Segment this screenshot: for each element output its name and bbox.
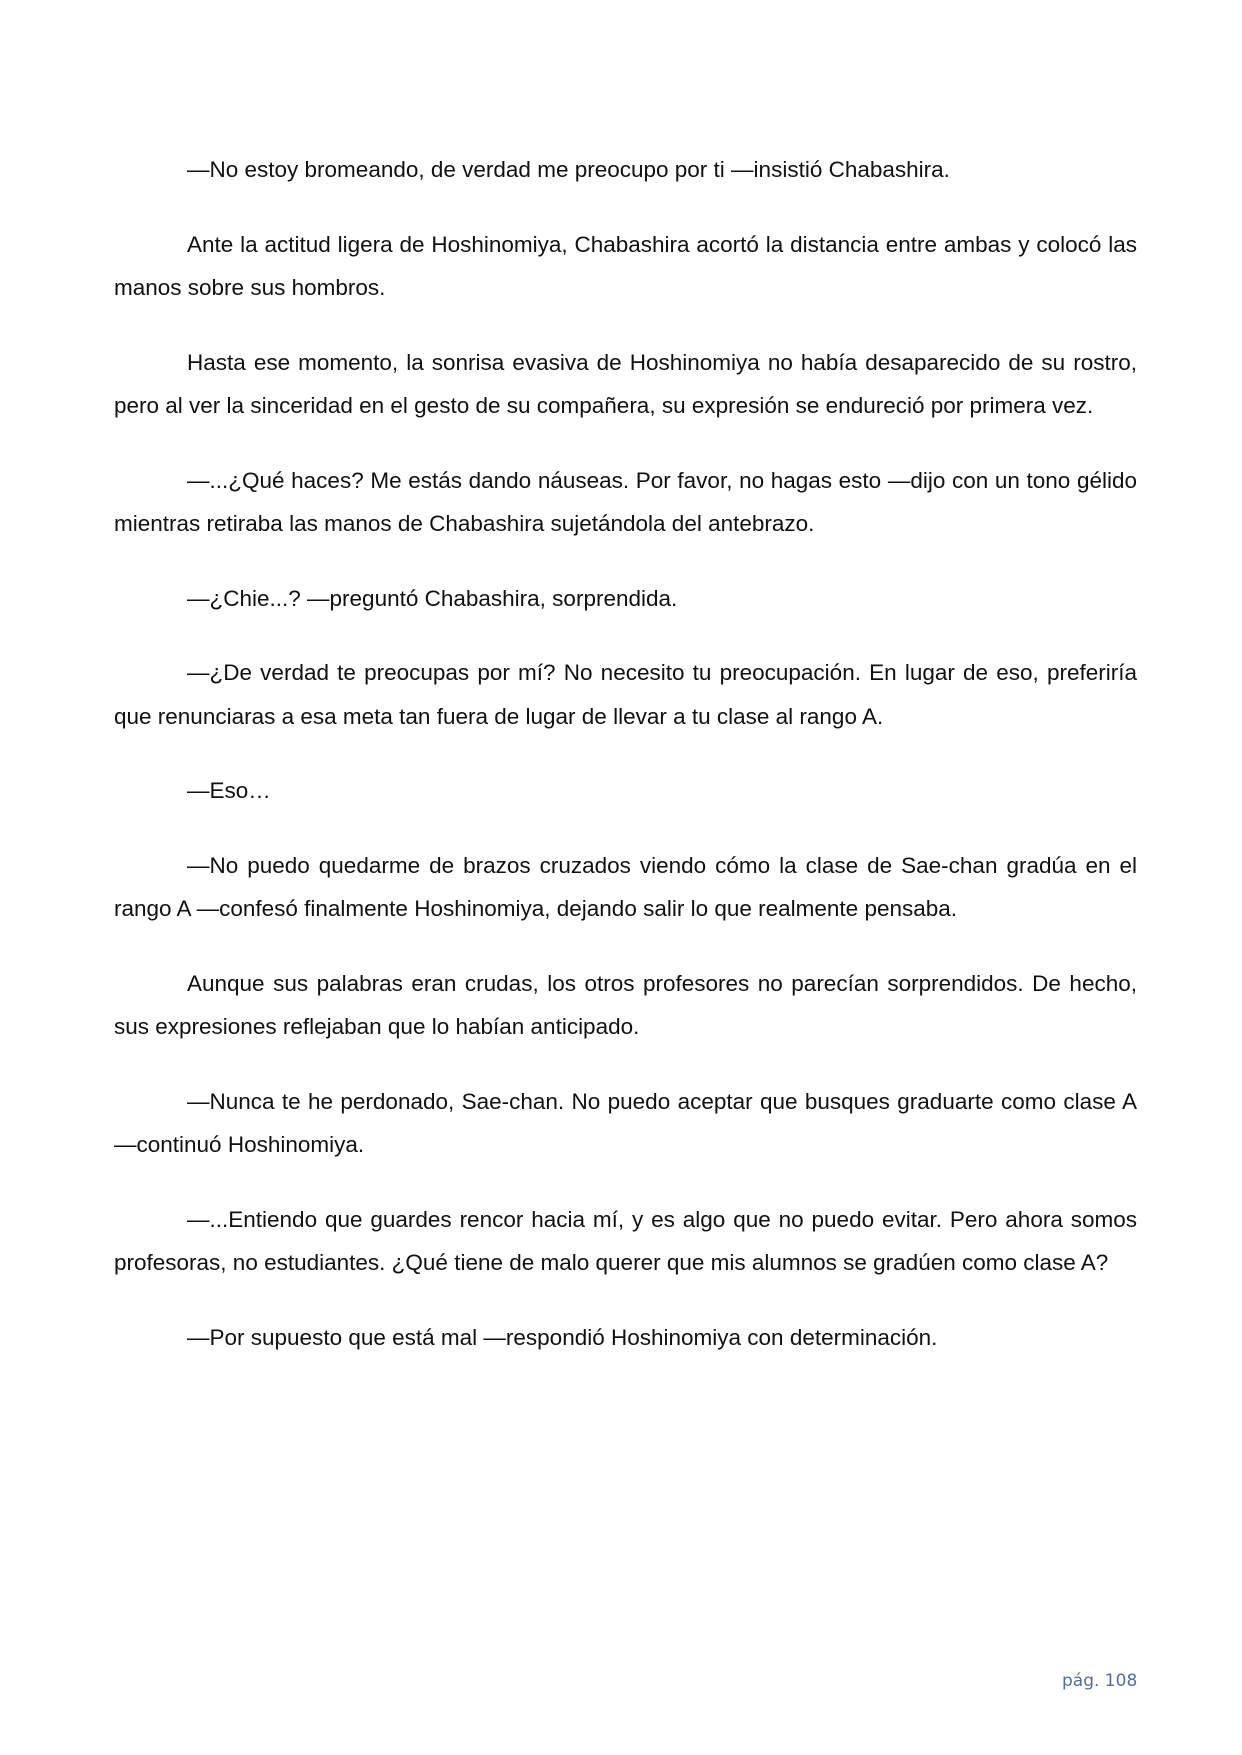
paragraph: —Nunca te he perdonado, Sae-chan. No puedo aceptar que busques graduarte como clase A —continuó Hoshinomiya. (114, 1088, 1137, 1157)
paragraph: —No estoy bromeando, de verdad me preocupo por ti —insistió Chabashira. (187, 157, 950, 182)
paragraph: —Eso… (187, 778, 271, 803)
page-number: pág. 108 (1062, 1671, 1138, 1691)
paragraph: Ante la actitud ligera de Hoshinomiya, Chabashira acortó la distancia entre ambas y colocó las manos sobre sus hombros. (114, 231, 1137, 300)
paragraph: —Por supuesto que está mal —respondió Hoshinomiya con determinación. (187, 1324, 938, 1350)
paragraph: —¿De verdad te preocupas por mí? No necesito tu preocupación. En lugar de eso, preferiría que renunciaras a esa meta tan fuera de lugar de llevar a tu clase al rango A. (114, 660, 1137, 729)
paragraph: Aunque sus palabras eran crudas, los otros profesores no parecían sorprendidos. De hecho, sus expresiones reflejaban que lo habían anticipado. (114, 970, 1137, 1039)
paragraph: —...Entiendo que guardes rencor hacia mí, y es algo que no puedo evitar. Pero ahora somos profesoras, no estudiantes. ¿Qué tiene de malo querer que mis alumnos se gradúen como clase A? (114, 1206, 1137, 1275)
paragraph: Hasta ese momento, la sonrisa evasiva de Hoshinomiya no había desaparecido de su rostro, pero al ver la sinceridad en el gesto de su compañera, su expresión se endureció por primera vez. (114, 349, 1137, 418)
paragraph: —...¿Qué haces? Me estás dando náuseas. Por favor, no hagas esto —dijo con un tono gélido mientras retiraba las manos de Chabashira sujetándola del antebrazo. (114, 467, 1137, 536)
paragraph: —¿Chie...? —preguntó Chabashira, sorprendida. (187, 585, 678, 611)
paragraph: —No puedo quedarme de brazos cruzados viendo cómo la clase de Sae-chan gradúa en el rango A —confesó finalmente Hoshinomiya, dejando salir lo que realmente pensaba. (114, 852, 1137, 921)
document-body (114, 148, 1137, 1390)
